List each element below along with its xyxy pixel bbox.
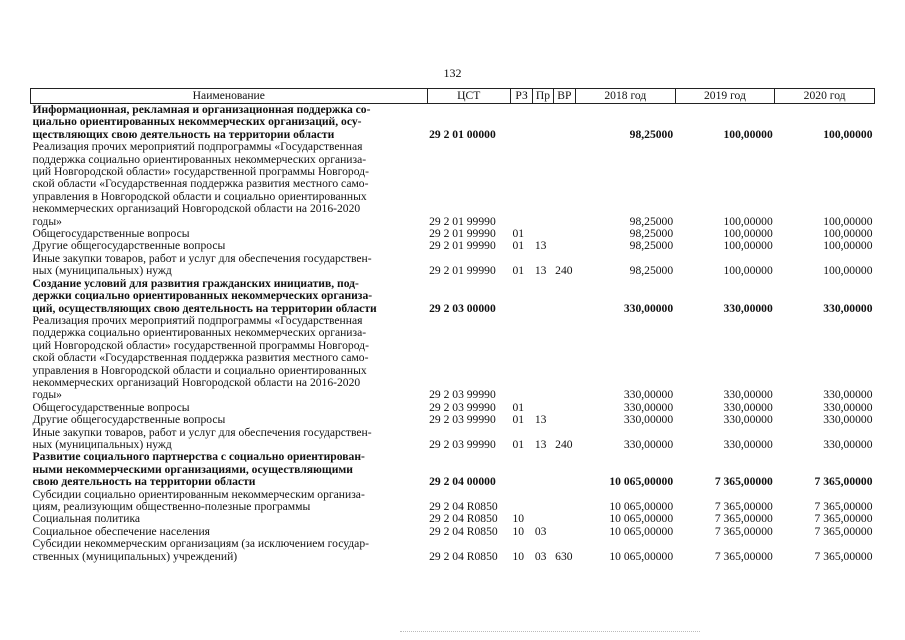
- cell-y2018: 330,00000: [623, 301, 674, 315]
- cell-pr: [533, 141, 553, 228]
- cell-y2019: 100,00000: [723, 127, 773, 141]
- cell-y2019: 7 365,00000: [714, 512, 773, 526]
- cell-rz: 01: [512, 239, 525, 253]
- cell-cst: 29 2 04 00000: [429, 475, 496, 489]
- cell-y2018: 10 065,00000: [609, 524, 674, 538]
- cell-y2020: 100,00000: [823, 239, 873, 253]
- cell-vr: 630: [555, 549, 573, 563]
- cell-vr: [553, 402, 575, 414]
- cell-rz: [510, 315, 532, 402]
- table-row: [31, 513, 875, 525]
- cell-vr: [553, 526, 575, 538]
- cell-y2020: 7 365,00000: [814, 524, 873, 538]
- cell-y2019: 100,00000: [723, 227, 773, 241]
- cell-y2019: 7 365,00000: [714, 524, 773, 538]
- cell-cst: 29 2 01 99990: [429, 227, 496, 241]
- cell-pr: 03: [534, 524, 547, 538]
- cell-y2018: 330,00000: [623, 413, 674, 427]
- cell-rz: 10: [512, 549, 525, 563]
- cell-name: Субсидии социально ориентированным некоммерческим организа- циям, реализующим общественно-полезные программы: [32, 487, 365, 513]
- cell-cst: 29 2 03 99990: [429, 437, 496, 451]
- cell-name: Реализация прочих мероприятий подпрограммы «Государственная поддержка социально ориентированных некоммерческих организа- ций Новгородской области» государственной программы Новгород- ской области «Государственная поддержка развития местного само- управления в Новгородской области и социально ориентированных некоммерческих организаций Новгородской области на 2016-2020 годы»: [32, 140, 369, 228]
- header-2020: 2020 год: [775, 89, 875, 104]
- cell-name: Общегосударственные вопросы: [32, 227, 190, 241]
- cell-y2019: 100,00000: [723, 264, 773, 278]
- table-body: [31, 104, 875, 564]
- cell-vr: [553, 513, 575, 525]
- cell-cst: 29 2 01 00000: [429, 127, 496, 141]
- cell-pr: [533, 315, 553, 402]
- cell-y2020: 330,00000: [823, 437, 873, 451]
- table-row-section: [31, 278, 875, 315]
- table-row-section: [31, 104, 875, 142]
- cell-cst: 29 2 03 99990: [429, 413, 496, 427]
- cell-rz: 01: [512, 400, 525, 414]
- header-rz: РЗ: [510, 89, 532, 104]
- cell-y2019: 330,00000: [723, 437, 773, 451]
- cell-vr: 240: [555, 264, 573, 278]
- cell-vr: [553, 489, 575, 514]
- table-row: [31, 253, 875, 278]
- cell-y2020: 7 365,00000: [814, 512, 873, 526]
- cell-name: Реализация прочих мероприятий подпрограммы «Государственная поддержка социально ориентированных некоммерческих организа- ций Новгородской области» государственной программы Новгород- ской области «Государственная поддержка развития местного само- управления в Новгородской области и социально ориентированных некоммерческих организаций Новгородской области на 2016-2020 годы»: [32, 313, 369, 402]
- cell-y2020: 330,00000: [823, 301, 873, 315]
- cell-name: Социальное обеспечение населения: [32, 524, 211, 538]
- cell-y2018: 10 065,00000: [609, 512, 674, 526]
- cell-pr: 13: [534, 437, 547, 451]
- cell-vr: [553, 278, 575, 315]
- cell-y2020: 100,00000: [823, 127, 873, 141]
- table-row: [31, 427, 875, 452]
- cell-vr: 240: [555, 437, 573, 451]
- cell-y2020: 100,00000: [823, 227, 873, 241]
- cell-y2019: 7 365,00000: [714, 549, 773, 563]
- cell-vr: [553, 315, 575, 402]
- cell-cst: 29 2 04 R0850: [429, 549, 498, 563]
- cell-cst: 29 2 03 99990: [429, 400, 496, 414]
- cell-y2018: 98,25000: [629, 227, 674, 241]
- header-name: Наименование: [31, 89, 428, 104]
- cell-y2018: 98,25000: [629, 127, 674, 141]
- cell-y2020: 7 365,00000: [814, 500, 873, 513]
- cell-name: Субсидии некоммерческим организациям (за исключением государ- ственных (муниципальных) учреждений): [32, 537, 369, 563]
- cell-y2019: 7 365,00000: [714, 500, 773, 513]
- cell-name: Иные закупки товаров, работ и услуг для обеспечения государствен- ных (муниципальных) нужд: [32, 251, 372, 278]
- cell-rz: [510, 451, 532, 488]
- cell-rz: 10: [512, 512, 525, 526]
- cell-rz: [510, 278, 532, 315]
- cell-y2018: 330,00000: [623, 437, 674, 451]
- cell-y2018: 98,25000: [629, 214, 674, 228]
- cell-name: Информационная, рекламная и организационная поддержка со- циально ориентированных некоммерческих организаций, осу- ществляющих свою деятельность на территории области: [32, 103, 371, 141]
- table-row: [31, 141, 875, 228]
- budget-table: [30, 88, 875, 563]
- table-row: [31, 240, 875, 252]
- cell-rz: 01: [512, 437, 525, 451]
- cell-rz: 01: [512, 413, 525, 427]
- cell-cst: 29 2 04 R0850: [429, 500, 498, 513]
- cell-cst: 29 2 01 99990: [429, 239, 496, 253]
- table-row: [31, 315, 875, 402]
- scan-artifact-line: [400, 631, 700, 633]
- cell-name: Развитие социального партнерства с социально ориентирован- ными некоммерческими организациями, осуществляющими свою деятельность на территории области: [32, 450, 365, 489]
- cell-pr: [533, 489, 553, 514]
- table-row: [31, 538, 875, 563]
- cell-cst: 29 2 01 99990: [429, 264, 496, 278]
- cell-vr: [553, 141, 575, 228]
- cell-y2020: 100,00000: [823, 214, 873, 228]
- cell-pr: 13: [534, 413, 547, 427]
- cell-y2020: 330,00000: [823, 388, 873, 402]
- table-row-section: [31, 451, 875, 488]
- cell-y2019: 100,00000: [723, 214, 773, 228]
- cell-y2020: 100,00000: [823, 264, 873, 278]
- cell-pr: [533, 278, 553, 315]
- cell-cst: 29 2 04 R0850: [429, 512, 498, 526]
- cell-pr: 13: [534, 264, 547, 278]
- cell-pr: 13: [534, 239, 547, 253]
- cell-y2019: 330,00000: [723, 400, 773, 414]
- cell-y2020: 7 365,00000: [814, 549, 873, 563]
- cell-name: Другие общегосударственные вопросы: [32, 239, 226, 253]
- cell-name: Иные закупки товаров, работ и услуг для обеспечения государствен- ных (муниципальных) нужд: [32, 425, 372, 451]
- cell-y2019: 330,00000: [723, 413, 773, 427]
- cell-y2018: 10 065,00000: [609, 475, 674, 489]
- cell-y2018: 10 065,00000: [609, 549, 674, 563]
- cell-pr: [533, 104, 553, 142]
- cell-y2020: 7 365,00000: [814, 475, 873, 489]
- cell-y2018: 98,25000: [629, 264, 674, 278]
- cell-vr: [553, 104, 575, 142]
- cell-rz: [510, 141, 532, 228]
- cell-vr: [553, 228, 575, 240]
- cell-rz: [510, 104, 532, 142]
- cell-name: Социальная политика: [32, 512, 141, 526]
- header-vr: ВР: [553, 89, 575, 104]
- cell-rz: 10: [512, 524, 525, 538]
- cell-name: Другие общегосударственные вопросы: [32, 413, 226, 427]
- page-number: 132: [443, 66, 462, 80]
- cell-vr: [553, 451, 575, 488]
- cell-y2019: 330,00000: [723, 388, 773, 402]
- cell-y2020: 330,00000: [823, 400, 873, 414]
- table-header-row: [31, 89, 875, 104]
- cell-vr: [553, 240, 575, 252]
- cell-cst: 29 2 01 99990: [429, 214, 496, 228]
- header-2019: 2019 год: [675, 89, 775, 104]
- cell-y2018: 330,00000: [623, 388, 674, 402]
- header-2018: 2018 год: [576, 89, 676, 104]
- cell-vr: [553, 414, 575, 426]
- cell-y2019: 330,00000: [723, 301, 773, 315]
- cell-cst: 29 2 04 R0850: [429, 524, 498, 538]
- table-row: [31, 414, 875, 426]
- cell-y2019: 7 365,00000: [714, 475, 773, 489]
- cell-cst: 29 2 03 00000: [429, 301, 496, 315]
- cell-name: Создание условий для развития гражданских инициатив, под- держки социально ориентированных некоммерческих организа- ций, осуществляющих свою деятельность на территории области: [32, 276, 377, 315]
- cell-pr: [533, 513, 553, 525]
- cell-y2019: 100,00000: [723, 239, 773, 253]
- cell-y2020: 330,00000: [823, 413, 873, 427]
- table-row: [31, 489, 875, 514]
- cell-y2018: 98,25000: [629, 239, 674, 253]
- cell-pr: 03: [534, 549, 547, 563]
- cell-y2018: 330,00000: [623, 400, 674, 414]
- cell-rz: [510, 489, 532, 514]
- cell-cst: 29 2 03 99990: [429, 388, 496, 402]
- header-cst: ЦСТ: [427, 89, 510, 104]
- header-pr: Пр: [533, 89, 553, 104]
- cell-rz: 01: [512, 227, 525, 241]
- cell-rz: 01: [512, 264, 525, 278]
- cell-pr: [533, 451, 553, 488]
- cell-name: Общегосударственные вопросы: [32, 400, 190, 414]
- cell-y2018: 10 065,00000: [609, 500, 674, 513]
